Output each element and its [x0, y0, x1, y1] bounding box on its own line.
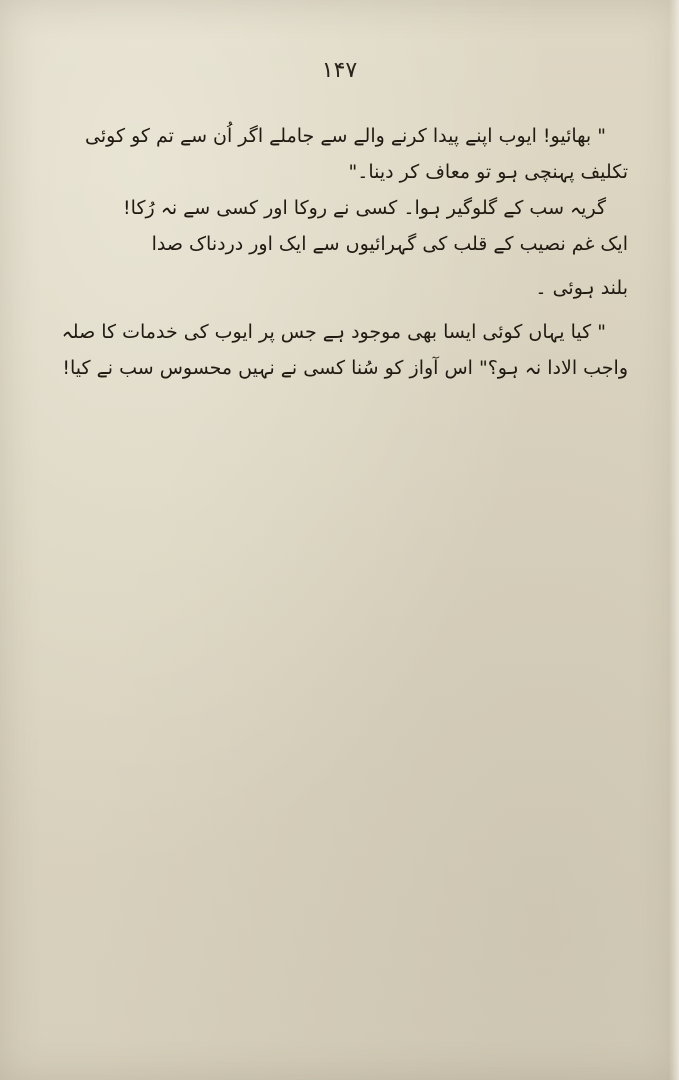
text-line: واجب الادا نہ ہو؟" اس آواز کو سُنا کسی نے نہیں محسوس سب نے کیا! [62, 357, 628, 379]
text-line: بلند ہوئی ۔ [535, 277, 628, 299]
text-line: تکلیف پہنچی ہو تو معاف کر دینا۔" [348, 161, 628, 183]
text-line: " کیا یہاں کوئی ایسا بھی موجود ہے جس پر ایوب کی خدمات کا صلہ [61, 321, 606, 343]
text-line: ایک غم نصیب کے قلب کی گہرائیوں سے ایک اور دردناک صدا [151, 233, 628, 255]
text-line: گریہ سب کے گلوگیر ہوا۔ کسی نے روکا اور کسی سے نہ رُکا! [123, 197, 606, 219]
text-line: " بھائیو! ایوب اپنے پیدا کرنے والے سے جاملے اگر اُن سے تم کو کوئی [85, 125, 606, 147]
page-number: ۱۴۷ [321, 58, 358, 83]
urdu-text-block [52, 118, 628, 386]
